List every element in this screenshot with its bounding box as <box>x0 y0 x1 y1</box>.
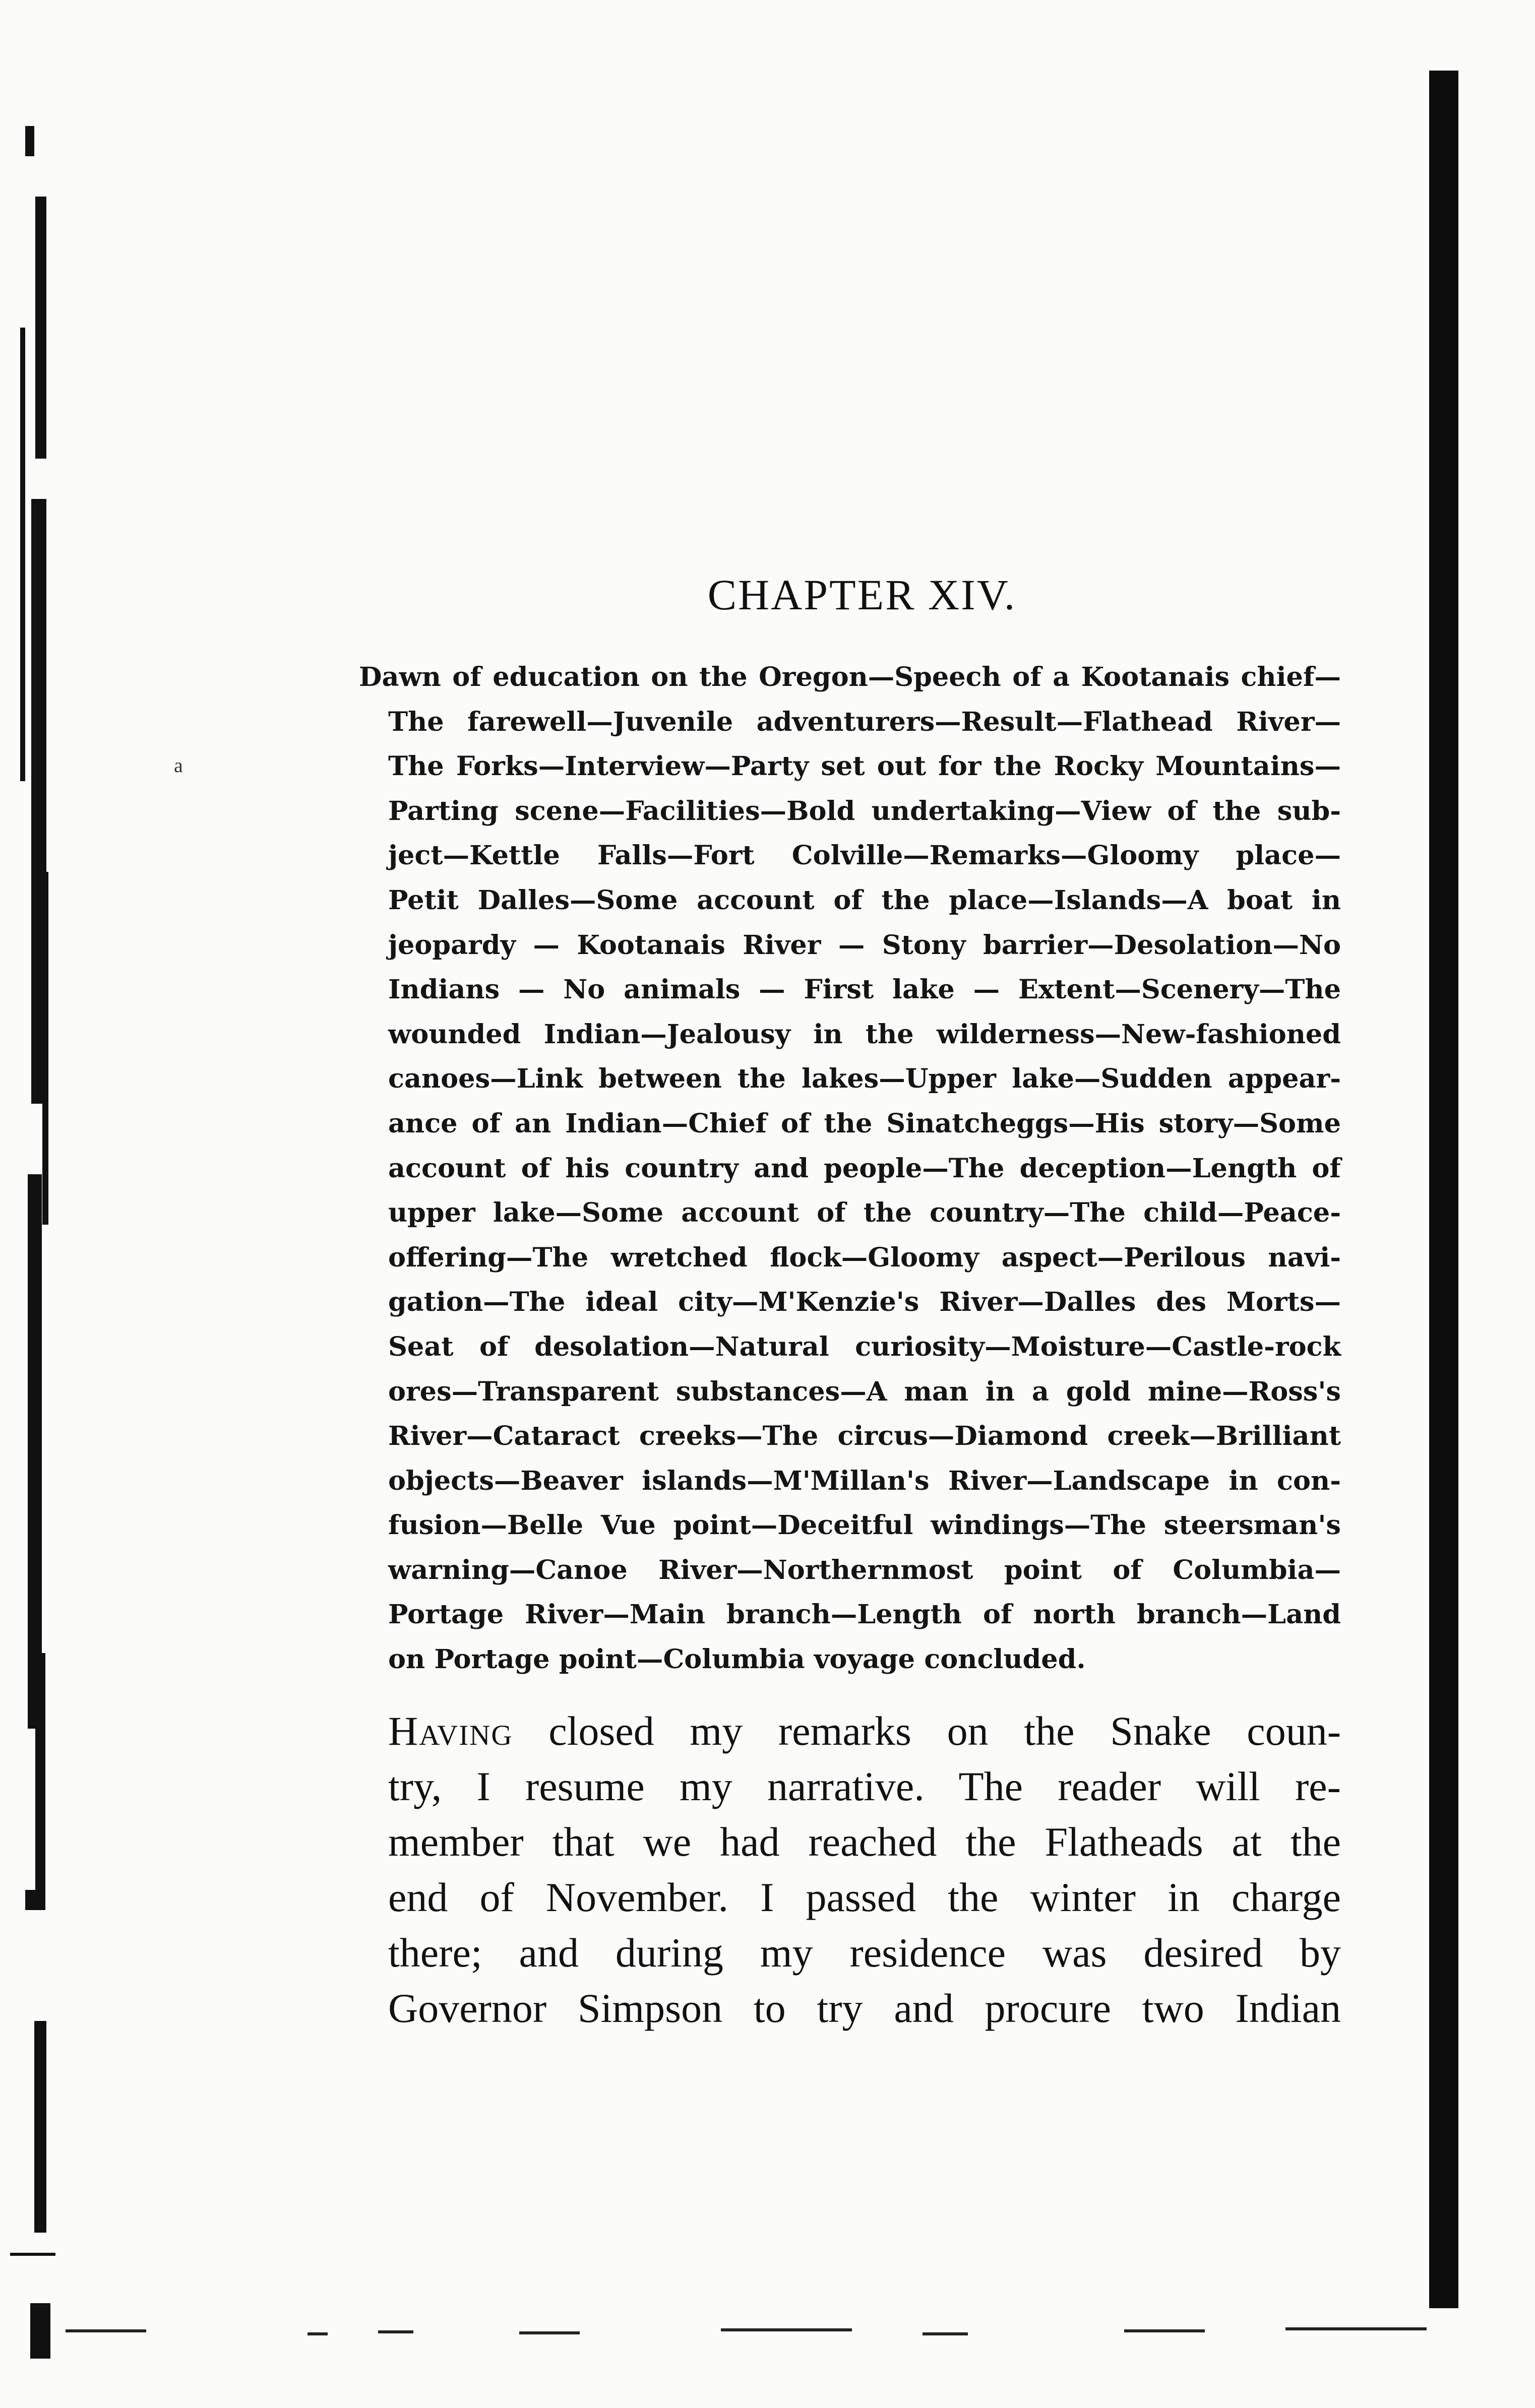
scan-right-edge-bar <box>1429 71 1458 2308</box>
scan-left-edge-artifact <box>0 116 66 2359</box>
opening-word: Having <box>388 1708 513 1754</box>
summary-line: Indians — No animals — First lake — Extent—Scenery—The <box>388 974 1341 1005</box>
summary-line: account of his country and people—The deception—Length of <box>388 1153 1341 1184</box>
body-line: try, I resume my narrative. The reader will re- <box>388 1763 1341 1809</box>
summary-line: warning—Canoe River—Northernmost point of Columbia— <box>388 1554 1341 1586</box>
summary-line: Petit Dalles—Some account of the place—Islands—A boat in <box>388 884 1341 916</box>
summary-line: fusion—Belle Vue point—Deceitful windings—The steersman's <box>388 1510 1341 1541</box>
scan-bottom-edge-artifact <box>66 2323 1427 2343</box>
summary-line: on Portage point—Columbia voyage concluded. <box>388 1644 1086 1675</box>
summary-line: ance of an Indian—Chief of the Sinatcheggs—His story—Some <box>388 1108 1341 1139</box>
body-paragraph <box>388 1703 1341 2036</box>
summary-line: The Forks—Interview—Party set out for the Rocky Mountains— <box>388 751 1341 782</box>
summary-line: canoes—Link between the lakes—Upper lake—Sudden appear- <box>388 1063 1341 1095</box>
summary-line: Seat of desolation—Natural curiosity—Moisture—Castle-rock <box>388 1331 1341 1362</box>
body-line: end of November. I passed the winter in charge <box>388 1874 1341 1920</box>
stray-mark: a <box>174 754 183 777</box>
summary-line: jeopardy — Kootanais River — Stony barrier—Desolation—No <box>388 929 1341 961</box>
summary-line: upper lake—Some account of the country—The child—Peace- <box>388 1197 1341 1229</box>
summary-line: offering—The wretched flock—Gloomy aspect—Perilous navi- <box>388 1242 1341 1273</box>
summary-line: Portage River—Main branch—Length of north branch—Land <box>388 1599 1341 1630</box>
summary-line: The farewell—Juvenile adventurers—Result—Flathead River— <box>388 706 1341 737</box>
summary-line: objects—Beaver islands—M'Millan's River—Landscape in con- <box>388 1465 1341 1496</box>
summary-line: Parting scene—Facilities—Bold undertaking—View of the sub- <box>388 795 1341 827</box>
chapter-title: CHAPTER XIV. <box>707 571 1017 619</box>
summary-line: River—Cataract creeks—The circus—Diamond creek—Brilliant <box>388 1421 1341 1452</box>
body-line: Governor Simpson to try and procure two Indian <box>388 1985 1341 2031</box>
summary-line: gation—The ideal city—M'Kenzie's River—Dalles des Morts— <box>388 1287 1341 1318</box>
body-line: there; and during my residence was desired by <box>388 1930 1341 1976</box>
summary-line: Dawn of education on the Oregon—Speech of a Kootanais chief— <box>359 662 1341 692</box>
body-line-text: closed my remarks on the Snake coun- <box>548 1708 1341 1754</box>
summary-line: ores—Transparent substances—A man in a gold mine—Ross's <box>388 1376 1341 1407</box>
chapter-summary <box>359 655 1341 1682</box>
summary-line: wounded Indian—Jealousy in the wilderness—New-fashioned <box>388 1019 1341 1050</box>
summary-line: ject—Kettle Falls—Fort Colville—Remarks—Gloomy place— <box>388 840 1341 871</box>
body-line: member that we had reached the Flatheads at the <box>388 1819 1341 1865</box>
body-line <box>388 1703 1341 1759</box>
